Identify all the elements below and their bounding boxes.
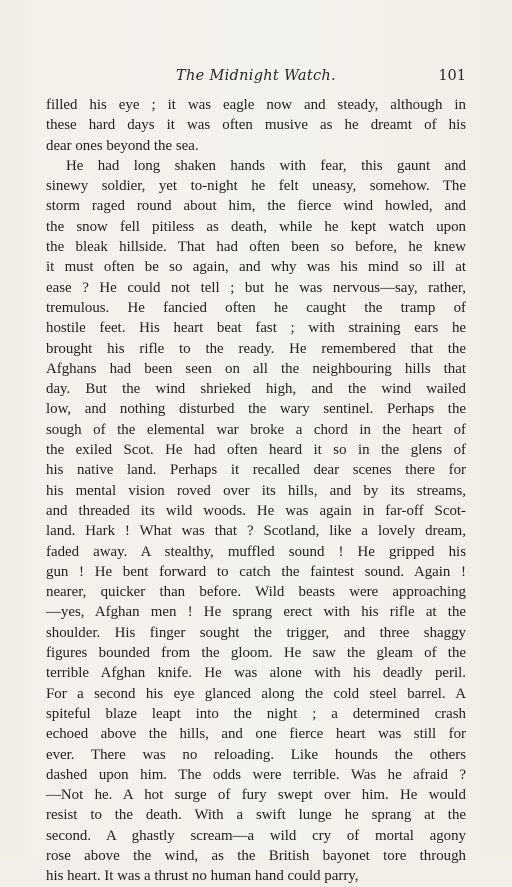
text-line: terrible Afghan knife. He was alone with his deadly peril. <box>46 665 466 682</box>
text-line: his native land. Perhaps it recalled dear scenes there for <box>46 462 466 479</box>
text-line: echoed above the hills, and one fierce heart was still for <box>46 726 466 743</box>
text-line: For a second his eye glanced along the cold steel barrel. A <box>46 685 466 702</box>
text-line: nearer, quicker than before. Wild beasts were approaching <box>46 584 466 601</box>
text-line: sough of the elemental war broke a chord in the heart of <box>46 421 466 438</box>
text-line: second. A ghastly scream—a wild cry of mortal agony <box>46 827 466 844</box>
text-line: filled his eye ; it was eagle now and steady, although in <box>46 97 466 113</box>
text-line: ease ? He could not tell ; but he was nervous—say, rather, <box>46 279 466 296</box>
text-line: dashed upon him. The odds were terrible. Was he afraid ? <box>46 766 466 783</box>
text-line: shoulder. His finger sought the trigger, and three shaggy <box>46 624 466 641</box>
text-line: resist to the death. With a swift lunge he sprang at the <box>46 807 466 824</box>
text-line: gun ! He bent forward to catch the faintest sound. Again ! <box>46 563 466 580</box>
text-line: brought his rifle to the ready. He remembered that the <box>46 340 466 357</box>
text-line: —yes, Afghan men ! He sprang erect with his rifle at the <box>46 604 466 621</box>
body-text <box>46 95 466 887</box>
text-line: figures bounded from the gloom. He saw the gleam of the <box>46 645 466 662</box>
text-line: rose above the wind, as the British bayonet tore through <box>46 847 466 864</box>
text-line: faded away. A stealthy, muffled sound ! He gripped his <box>46 543 466 560</box>
text-line: hostile feet. His heart beat fast ; with straining ears he <box>46 320 466 337</box>
paragraph <box>46 156 466 887</box>
text-line: and threaded its wild woods. He was again in far-off Scot- <box>46 502 466 519</box>
text-line: Afghans had been seen on all the neighbouring hills that <box>46 360 466 377</box>
text-line: the snow fell pitiless as death, while he kept watch upon <box>46 218 466 235</box>
text-line: He had long shaken hands with fear, this gaunt and <box>66 157 466 174</box>
text-line: the exiled Scot. He had often heard it so in the glens of <box>46 442 466 459</box>
text-line: the bleak hillside. That had often been so before, he knew <box>46 239 466 256</box>
text-line: his heart. It was a thrust no human hand could parry, <box>46 868 359 885</box>
paragraph <box>46 95 466 156</box>
text-line: day. But the wind shrieked high, and the wind wailed <box>46 381 466 398</box>
running-title: The Midnight Watch. <box>176 68 336 84</box>
text-line: low, and nothing disturbed the wary sentinel. Perhaps the <box>46 401 466 418</box>
text-line: ever. There was no reloading. Like hounds the others <box>46 746 466 763</box>
text-line: storm raged round about him, the fierce wind howled, and <box>46 198 466 215</box>
text-line: sinewy soldier, yet to-night he felt uneasy, somehow. The <box>46 178 466 195</box>
text-line: dear ones beyond the sea. <box>46 137 199 154</box>
text-line: land. Hark ! What was that ? Scotland, like a lovely dream, <box>46 523 466 540</box>
running-head <box>46 68 466 86</box>
text-line: —Not he. A hot surge of fury swept over him. He would <box>46 787 466 804</box>
page-number: 101 <box>438 68 466 84</box>
text-line: it must often be so again, and why was his mind so ill at <box>46 259 466 276</box>
text-line: spiteful blaze leapt into the night ; a determined crash <box>46 705 466 722</box>
text-line: these hard days it was often musive as he dreamt of his <box>46 117 466 134</box>
text-line: his mental vision roved over its hills, and by its streams, <box>46 482 466 499</box>
text-line: tremulous. He fancied often he caught the tramp of <box>46 299 466 316</box>
